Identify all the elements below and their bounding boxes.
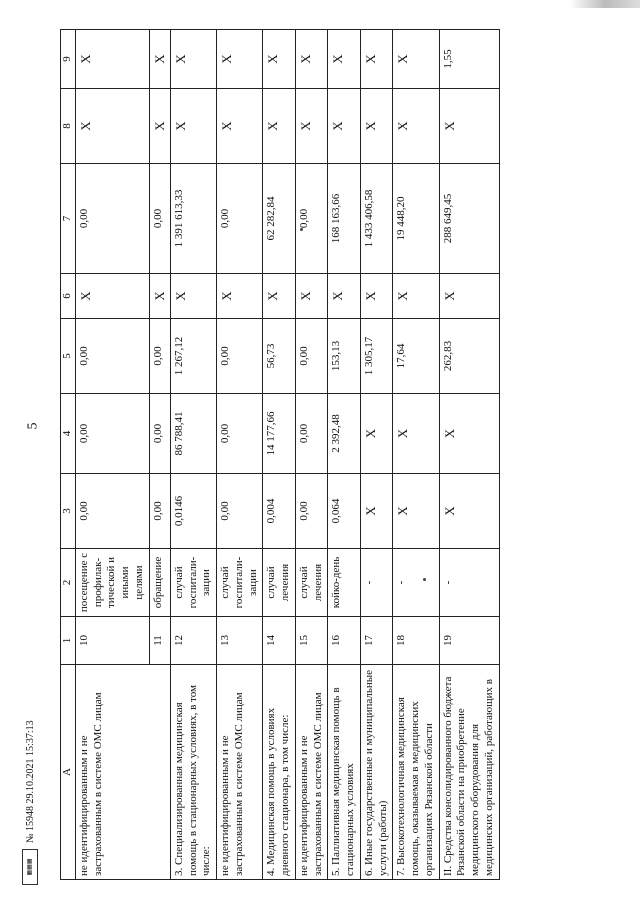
value-cell: 17,64 [393,319,439,394]
scan-edge-shadow [570,0,640,8]
header-cell: 9 [61,30,76,89]
unit-cell: - [360,549,393,617]
x-cell: X [439,274,499,319]
table-row [170,30,216,880]
row-code: 15 [295,617,328,665]
header-cell: 1 [61,617,76,665]
table-row [217,30,263,880]
row-code: 18 [393,617,439,665]
row-label: не идентифицированным и не застрахованным в системе ОМС лицам [75,665,170,880]
x-cell: X [217,30,263,89]
value-cell: 0,00 [217,319,263,394]
value-cell: 2 392,48 [328,394,361,474]
x-cell: X [295,89,328,164]
unit-cell: случай госпитали-зации [217,549,263,617]
x-cell: X [393,274,439,319]
unit-cell: - [393,549,439,617]
value-cell: 0,00 [75,394,149,474]
header-cell: 8 [61,89,76,164]
x-cell: X [75,89,149,164]
table-row [360,30,393,880]
table-row [393,30,439,880]
table-row [439,30,499,880]
table-row [263,30,296,880]
value-cell: 153,13 [328,319,361,394]
value-cell: 0,0146 [170,474,216,549]
header-cell: А [61,665,76,880]
value-cell: 0,00 [295,394,328,474]
unit-cell: - [439,549,499,617]
value-cell: 0,00 [75,474,149,549]
rotated-table-page [60,30,640,880]
value-cell: 0,00 [295,474,328,549]
header-cell: 2 [61,549,76,617]
unit-cell: случай лечения [295,549,328,617]
x-cell: X [439,89,499,164]
row-label: 5. Паллиативная медицинская помощь в стационарных условиях [328,665,361,880]
row-code: 14 [263,617,296,665]
value-cell: 0,004 [263,474,296,549]
x-cell: X [170,274,216,319]
x-cell: X [393,474,439,549]
value-cell: 0,00 [217,164,263,274]
budget-table [60,29,500,880]
row-code: 17 [360,617,393,665]
value-cell: 0,00 [217,474,263,549]
unit-cell: случай госпитали-зации [170,549,216,617]
x-cell: X [360,474,393,549]
doc-stamp-text: № 15948 29.10.2021 15:37:13 [24,720,36,843]
x-cell: X [393,30,439,89]
row-label: 6. Иные государственные и муниципальные услуги (работы) [360,665,393,880]
table-row [328,30,361,880]
value-cell: 1 267,12 [170,319,216,394]
x-cell: X [295,30,328,89]
value-cell: 56,73 [263,319,296,394]
x-cell: X [170,89,216,164]
header-cell: 4 [61,394,76,474]
x-cell: X [439,394,499,474]
row-code: 19 [439,617,499,665]
page-number: 5 [25,422,41,430]
value-cell: 0,00 [75,319,149,394]
value-cell: 0,00 [217,394,263,474]
value-cell: 14 177,66 [263,394,296,474]
unit-cell: обращение [149,549,170,617]
table-row [295,30,328,880]
x-cell: X [263,89,296,164]
x-cell: X [217,274,263,319]
x-cell: X [149,30,170,89]
value-cell: 0,00 [149,164,170,274]
x-cell: X [360,394,393,474]
x-cell: X [360,30,393,89]
value-cell: 0,00 [75,164,149,274]
value-cell: 0,00 [149,319,170,394]
value-cell: 1 433 406,58 [360,164,393,274]
unit-cell: случай лечения [263,549,296,617]
value-cell: 0,064 [328,474,361,549]
x-cell: X [75,274,149,319]
row-label: не идентифицированным и не застрахованным в системе ОМС лицам [295,665,328,880]
table-header-row [61,30,76,880]
value-cell: 1,55 [439,30,499,89]
x-cell: X [149,89,170,164]
value-cell: 0,00 [295,164,328,274]
row-label: 4. Медицинская помощь в условиях дневного стационара, в том числе: [263,665,296,880]
header-cell: 6 [61,274,76,319]
row-code: 11 [149,617,170,665]
value-cell: 62 282,84 [263,164,296,274]
value-cell: 86 788,41 [170,394,216,474]
x-cell: X [170,30,216,89]
table-row [75,30,149,880]
x-cell: X [263,274,296,319]
row-label: 7. Высокотехнологичная медицинская помощь, оказываемая в медицинских организациях Рязанской области [393,665,439,880]
value-cell: 0,00 [149,474,170,549]
document-stamp [18,635,48,885]
registry-logo-icon: ▦▦▦ [22,849,38,885]
x-cell: X [328,30,361,89]
unit-cell: посещение с профилак-тической и иными целями [75,549,149,617]
row-code: 16 [328,617,361,665]
x-cell: X [393,89,439,164]
header-cell: 7 [61,164,76,274]
value-cell: 1 391 613,33 [170,164,216,274]
value-cell: 168 163,66 [328,164,361,274]
x-cell: X [328,274,361,319]
x-cell: X [217,89,263,164]
value-cell: 262,83 [439,319,499,394]
row-label: не идентифицированным и не застрахованным в системе ОМС лицам [217,665,263,880]
value-cell: 288 649,45 [439,164,499,274]
value-cell: 1 305,17 [360,319,393,394]
x-cell: X [328,89,361,164]
row-code: 10 [75,617,149,665]
x-cell: X [360,89,393,164]
value-cell: 0,00 [295,319,328,394]
x-cell: X [149,274,170,319]
row-label: II. Средства консолидированного бюджета Рязанской области на приобретение медицинского оборудования для медицинских организаций, работающих в [439,665,499,880]
row-label: 3. Специализированная медицинская помощь в стационарных условиях, в том числе: [170,665,216,880]
x-cell: X [360,274,393,319]
unit-cell: койко-день [328,549,361,617]
x-cell: X [75,30,149,89]
value-cell: 0,00 [149,394,170,474]
x-cell: X [439,474,499,549]
header-cell: 3 [61,474,76,549]
header-cell: 5 [61,319,76,394]
row-code: 12 [170,617,216,665]
row-code: 13 [217,617,263,665]
x-cell: X [295,274,328,319]
x-cell: X [263,30,296,89]
x-cell: X [393,394,439,474]
value-cell: 19 448,20 [393,164,439,274]
